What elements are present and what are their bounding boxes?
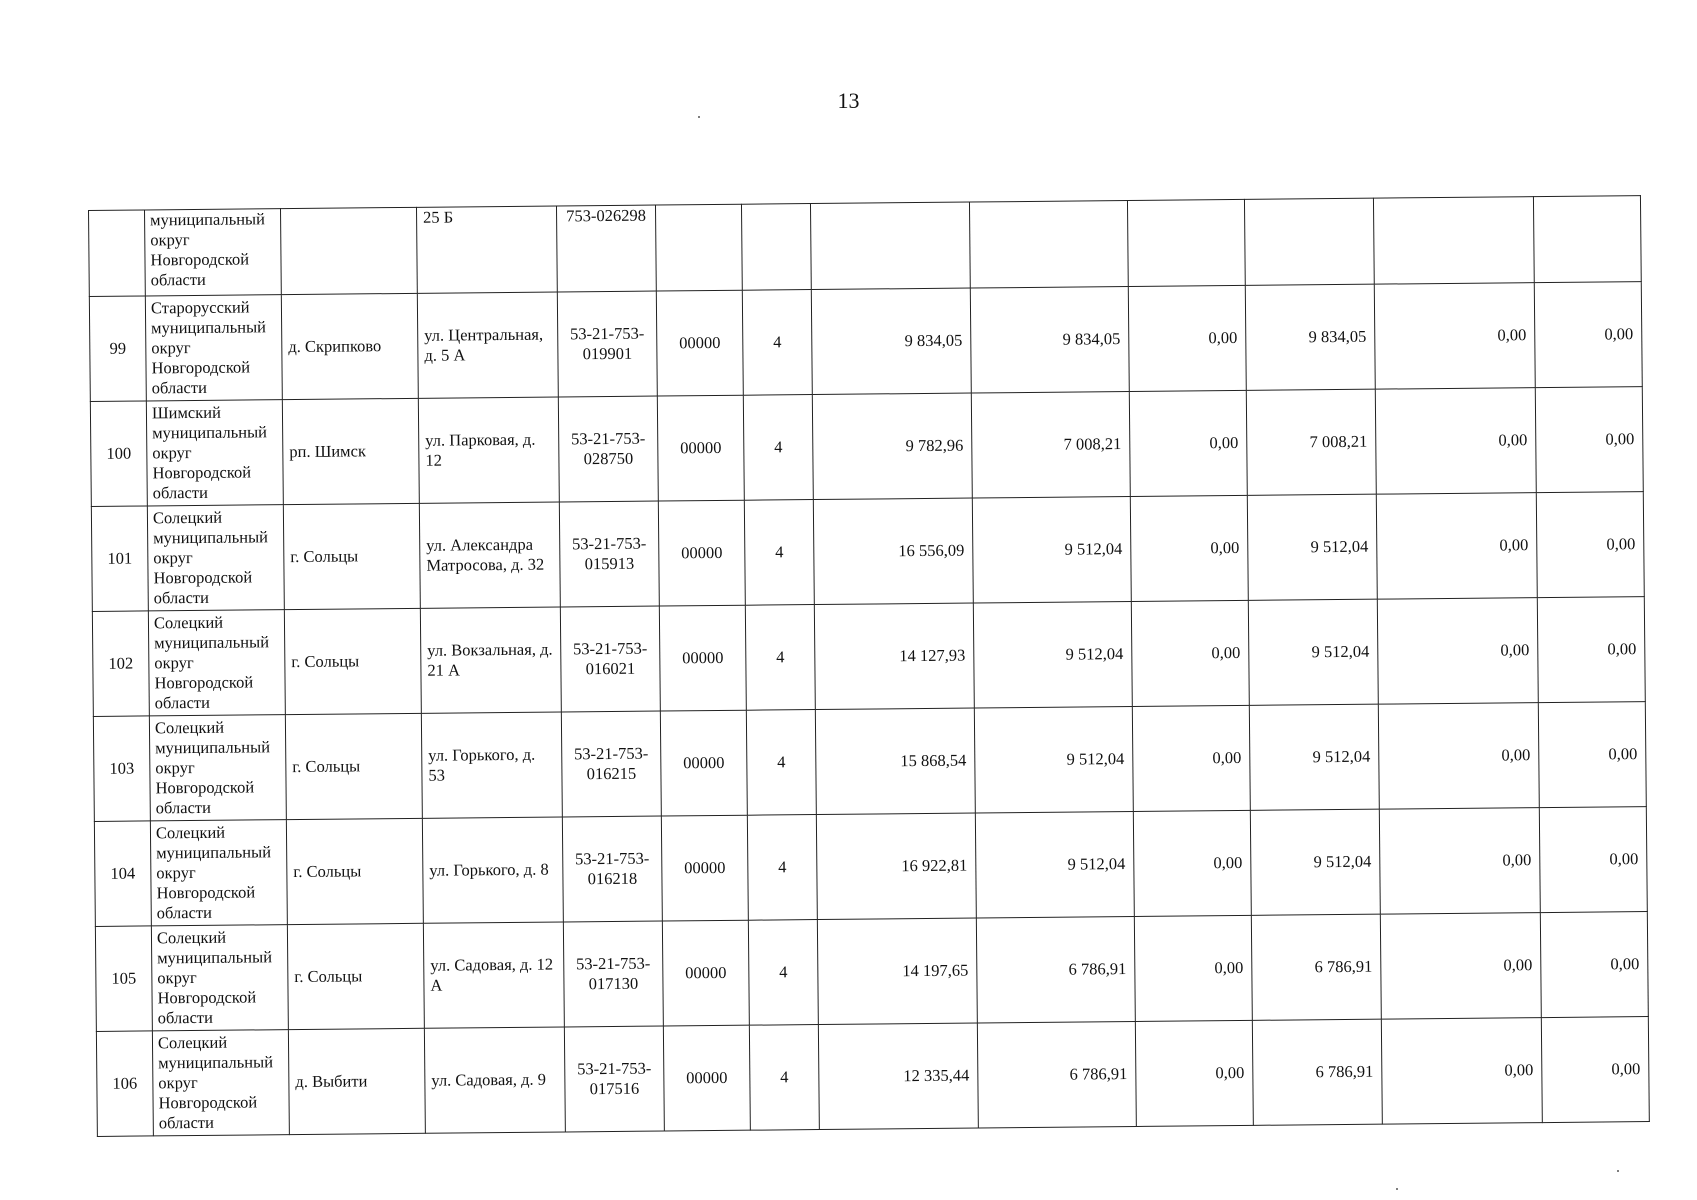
cell-region: Солецкий муниципальный округ Новгородской области (152, 1030, 289, 1136)
cell-code: 53-21-753-016021 (560, 606, 660, 712)
cell-value-6: 0,00 (1541, 1017, 1649, 1123)
cell-num: 103 (93, 716, 150, 822)
cell-kbk: 00000 (661, 815, 748, 921)
cell-value-2: 9 512,04 (972, 497, 1131, 604)
cell-value-1: 14 197,65 (817, 918, 977, 1025)
cell-num: 100 (90, 401, 147, 507)
table-row (94, 807, 1647, 927)
cell-value-2: 9 512,04 (975, 811, 1134, 918)
cell-num: 106 (96, 1031, 153, 1137)
cell-value-5: 0,00 (1379, 808, 1540, 915)
cell-region: Солецкий муниципальный округ Новгородской области (151, 925, 288, 1031)
cell-address: ул. Горького, д. 8 (422, 817, 563, 923)
cell-kbk: 00000 (658, 500, 745, 606)
cell-value-6: 0,00 (1535, 387, 1643, 493)
cell-value-3: 0,00 (1133, 810, 1251, 916)
cell-value-4: 9 512,04 (1247, 494, 1377, 600)
cell-category: 4 (746, 710, 816, 816)
cell-value-5: 0,00 (1381, 1018, 1542, 1125)
cell-value-6: 0,00 (1537, 597, 1645, 703)
cell-locality: г. Сольцы (284, 608, 421, 714)
cell-locality: г. Сольцы (283, 503, 420, 609)
cell-value-2: 9 512,04 (974, 706, 1133, 813)
cell-kbk: 00000 (660, 710, 747, 816)
cell-category: 4 (748, 920, 818, 1026)
cell-locality (280, 207, 417, 294)
cell-num: 105 (95, 926, 152, 1032)
cell-value-5: 0,00 (1374, 283, 1535, 390)
cell-value-3: 0,00 (1130, 495, 1248, 601)
cell-value-6: 0,00 (1540, 912, 1648, 1018)
cell-value-2: 6 786,91 (976, 916, 1135, 1023)
scan-speck (1396, 1188, 1398, 1190)
cell-value-4: 9 834,05 (1245, 284, 1375, 390)
cell-value-5 (1373, 197, 1534, 285)
cell-address: ул. Садовая, д. 9 (424, 1027, 565, 1133)
cell-kbk: 00000 (662, 920, 749, 1026)
cell-region: Солецкий муниципальный округ Новгородской области (150, 820, 287, 926)
cell-category (741, 204, 811, 291)
cell-code: 53-21-753-028750 (558, 396, 658, 502)
cell-address: ул. Центральная, д. 5 А (417, 292, 558, 398)
cell-address: ул. Садовая, д. 12 А (423, 922, 564, 1028)
cell-num: 102 (92, 611, 149, 717)
table-row (90, 387, 1643, 507)
cell-category: 4 (742, 290, 812, 396)
cell-value-3: 0,00 (1129, 390, 1247, 496)
cell-value-4: 6 786,91 (1251, 914, 1381, 1020)
cell-value-2: 7 008,21 (971, 392, 1130, 499)
table-row (92, 597, 1645, 717)
cell-address: ул. Горького, д. 53 (421, 712, 562, 818)
cell-locality: д. Выбити (288, 1028, 425, 1134)
cell-category: 4 (744, 500, 814, 606)
cell-value-3: 0,00 (1135, 1020, 1253, 1126)
data-table (88, 195, 1650, 1137)
cell-value-5: 0,00 (1375, 388, 1536, 495)
table-body (89, 196, 1650, 1137)
scan-speck (698, 116, 700, 118)
cell-value-4 (1244, 198, 1374, 285)
page-number: 13 (837, 88, 860, 113)
document-table-wrapper (88, 195, 1650, 1137)
cell-num: 99 (89, 296, 146, 402)
cell-value-1: 14 127,93 (814, 603, 974, 710)
cell-code: 53-21-753-015913 (559, 501, 659, 607)
cell-value-4: 6 786,91 (1252, 1019, 1382, 1125)
cell-value-6: 0,00 (1538, 702, 1646, 808)
cell-category: 4 (745, 605, 815, 711)
cell-value-4: 9 512,04 (1248, 599, 1378, 705)
cell-address: ул. Парковая, д. 12 (418, 397, 559, 503)
cell-value-6 (1533, 196, 1641, 283)
cell-value-1: 15 868,54 (815, 708, 975, 815)
cell-value-1: 12 335,44 (818, 1023, 978, 1130)
cell-region: Старорусский муниципальный округ Новгородской области (145, 295, 282, 401)
cell-value-3: 0,00 (1131, 600, 1249, 706)
cell-code: 53-21-753-019901 (557, 291, 657, 397)
cell-region: Солецкий муниципальный округ Новгородской области (147, 505, 284, 611)
cell-value-5: 0,00 (1376, 493, 1537, 600)
cell-value-3: 0,00 (1134, 915, 1252, 1021)
cell-value-3 (1127, 199, 1245, 286)
cell-address: ул. Александра Матросова, д. 32 (419, 502, 560, 608)
cell-locality: д. Скрипково (281, 293, 418, 399)
cell-num: 104 (94, 821, 151, 927)
table-row (96, 1017, 1649, 1137)
cell-kbk: 00000 (657, 395, 744, 501)
cell-value-1: 16 922,81 (816, 813, 976, 920)
cell-value-6: 0,00 (1536, 492, 1644, 598)
cell-category: 4 (743, 395, 813, 501)
cell-region: муниципальный округ Новгородской области (145, 209, 282, 296)
cell-category: 4 (749, 1025, 819, 1131)
cell-code: 53-21-753-016215 (561, 711, 661, 817)
cell-locality: г. Сольцы (287, 923, 424, 1029)
cell-value-6: 0,00 (1534, 282, 1642, 388)
cell-value-2: 6 786,91 (977, 1021, 1136, 1128)
cell-value-2: 9 834,05 (970, 287, 1129, 394)
cell-num (89, 210, 146, 297)
cell-code: 53-21-753-017130 (563, 921, 663, 1027)
cell-value-5: 0,00 (1377, 598, 1538, 705)
cell-region: Солецкий муниципальный округ Новгородской области (148, 610, 285, 716)
cell-address: ул. Вокзальная, д. 21 А (420, 607, 561, 713)
table-row-continuation (89, 196, 1642, 297)
cell-kbk: 00000 (656, 290, 743, 396)
cell-value-2: 9 512,04 (973, 602, 1132, 709)
cell-kbk: 00000 (659, 605, 746, 711)
cell-category: 4 (747, 815, 817, 921)
cell-value-2 (969, 201, 1128, 289)
cell-kbk (655, 204, 742, 291)
cell-value-4: 9 512,04 (1249, 704, 1379, 810)
cell-region: Шимский муниципальный округ Новгородской области (146, 400, 283, 506)
cell-region: Солецкий муниципальный округ Новгородской области (149, 715, 286, 821)
cell-code: 753-026298 (556, 205, 656, 292)
cell-value-3: 0,00 (1128, 285, 1246, 391)
cell-value-4: 9 512,04 (1250, 809, 1380, 915)
table-row (93, 702, 1646, 822)
cell-value-5: 0,00 (1378, 703, 1539, 810)
cell-value-6: 0,00 (1539, 807, 1647, 913)
cell-value-1: 9 834,05 (811, 288, 971, 395)
cell-kbk: 00000 (663, 1025, 750, 1131)
table-row (95, 912, 1648, 1032)
cell-value-3: 0,00 (1132, 705, 1250, 811)
cell-value-1: 16 556,09 (813, 498, 973, 605)
cell-address: 25 Б (416, 206, 557, 293)
cell-value-1 (810, 202, 970, 290)
cell-locality: г. Сольцы (286, 818, 423, 924)
cell-locality: г. Сольцы (285, 713, 422, 819)
table-row (89, 282, 1642, 402)
cell-value-1: 9 782,96 (812, 393, 972, 500)
cell-value-5: 0,00 (1380, 913, 1541, 1020)
cell-value-4: 7 008,21 (1246, 389, 1376, 495)
table-row (91, 492, 1644, 612)
cell-num: 101 (91, 506, 148, 612)
scan-speck (1617, 1170, 1619, 1172)
cell-code: 53-21-753-016218 (562, 816, 662, 922)
cell-locality: рп. Шимск (282, 398, 419, 504)
cell-code: 53-21-753-017516 (564, 1026, 664, 1132)
